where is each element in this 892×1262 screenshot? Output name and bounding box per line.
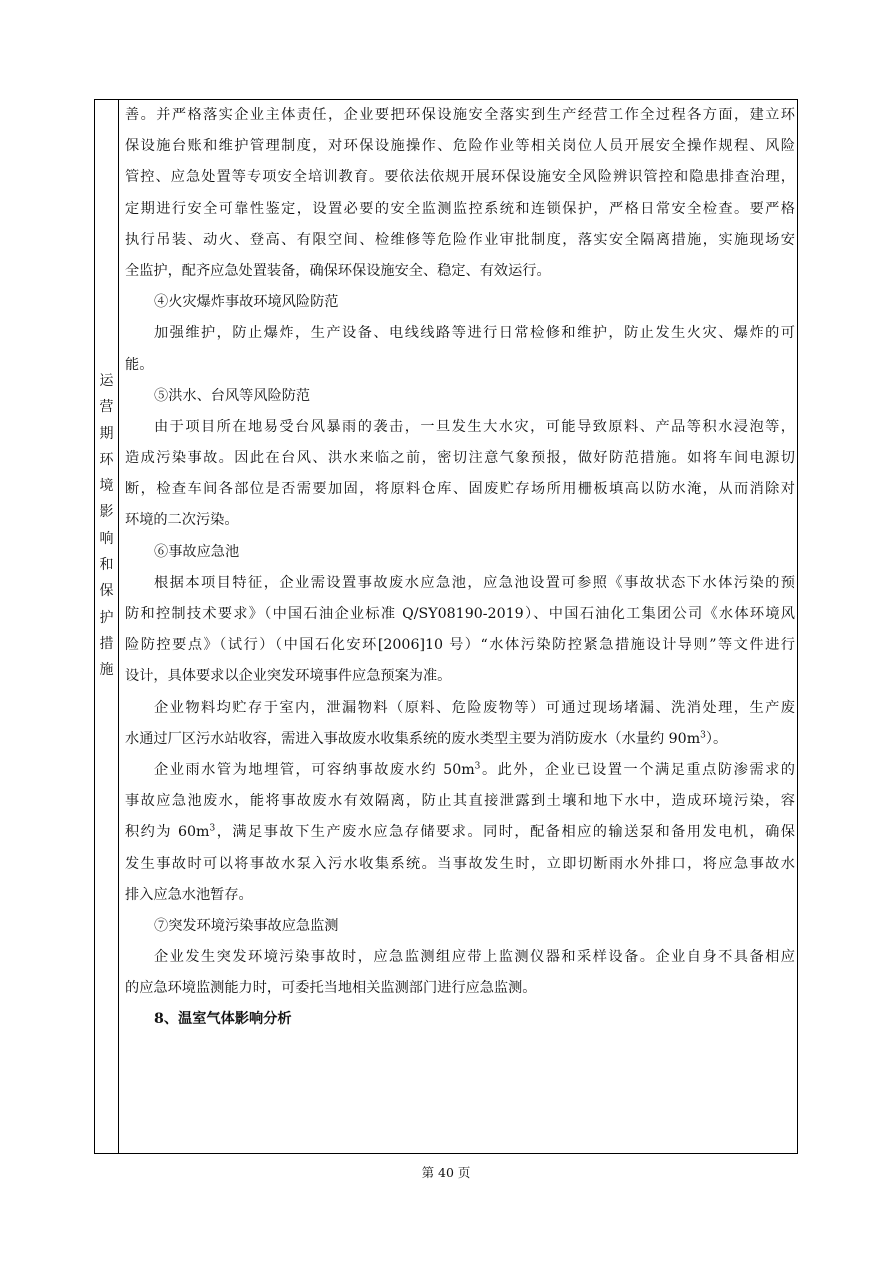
- text-line: [125, 131, 795, 162]
- text-line: [125, 194, 795, 225]
- text-line: [125, 162, 795, 193]
- text-line: [125, 412, 795, 443]
- text-line: [125, 817, 795, 848]
- text-line-content: 发生事故时可以将事故水泵入污水收集系统。当事故发生时，立即切断雨水外排口，将应急事故水: [125, 855, 795, 872]
- text-line: [125, 661, 795, 692]
- text-line: [125, 350, 795, 381]
- text-line: [125, 786, 795, 817]
- side-label-char: 营: [99, 399, 114, 416]
- text-line-content: ⑥事故应急池: [154, 543, 240, 560]
- side-label-char: 运: [99, 373, 114, 389]
- side-label-char: 保: [99, 583, 114, 600]
- text-line-content: 由于项目所在地易受台风暴雨的袭击，一旦发生大水灾，可能导致原料、产品等积水浸泡等，: [154, 418, 795, 435]
- section-heading: [125, 1004, 795, 1035]
- superscript: 3: [209, 823, 216, 834]
- text-line-content: 积约为 60m: [125, 824, 210, 841]
- text-line-content: 保设施台账和维护管理制度，对环保设施操作、危险作业等相关岗位人员开展安全操作规程、风险: [125, 138, 795, 155]
- text-line-content: 企业发生突发环境污染事故时，应急监测组应带上监测仪器和采样设备。企业自身不具备相应: [154, 949, 795, 966]
- side-column: [95, 100, 119, 1153]
- text-line: [125, 225, 795, 256]
- page-number: 第 40 页: [421, 1165, 471, 1180]
- text-line-content: 加强维护，防止爆炸，生产设备、电线线路等进行日常检修和维护，防止发生火灾、爆炸的可: [154, 325, 795, 342]
- text-line-continuation: ）。: [705, 730, 728, 747]
- text-line: [125, 693, 795, 724]
- text-line: [125, 911, 795, 942]
- text-line: [125, 724, 795, 755]
- side-label-operation-period: [95, 368, 118, 684]
- text-line-content: 定期进行安全可靠性鉴定，设置必要的安全监测监控系统和连锁保护，严格日常安全检查。要严格: [125, 200, 795, 217]
- text-line: [125, 100, 795, 131]
- side-label-char: 环: [99, 451, 114, 468]
- content-table: [94, 99, 798, 1154]
- side-label-char: 护: [99, 609, 114, 626]
- text-line: [125, 537, 795, 568]
- text-line-content: 环境的二次污染。: [125, 512, 239, 529]
- side-label-char: 影: [99, 504, 114, 521]
- text-line: [125, 973, 795, 1004]
- side-label-char: 境: [99, 478, 114, 495]
- text-line-content: 执行吊装、动火、登高、有限空间、检维修等危险作业审批制度，落实安全隔离措施，实施现场安: [125, 231, 795, 248]
- text-line-content: 全监护，配齐应急处置装备，确保环保设施安全、稳定、有效运行。: [125, 262, 551, 279]
- side-label-char: 施: [99, 662, 114, 679]
- text-line-content: 事故应急池废水，能将事故废水有效隔离，防止其直接泄露到土壤和地下水中，造成环境污染，容: [125, 793, 795, 810]
- text-line-content: 企业物料均贮存于室内，泄漏物料（原料、危险废物等）可通过现场堵漏、洗消处理，生产废: [154, 699, 795, 716]
- text-line-content: 管控、应急处置等专项安全培训教育。要依法依规开展环保设施安全风险辨识管控和隐患排查治理，: [125, 169, 795, 186]
- text-line: [125, 568, 795, 599]
- text-line-continuation: ，满足事故下生产废水应急存储要求。同时，配备相应的输送泵和备用发电机，确保: [215, 824, 795, 841]
- text-line: [125, 443, 795, 474]
- text-line-content: 断，检查车间各部位是否需要加固，将原料仓库、固废贮存场所用栅板填高以防水淹，从而消除对: [125, 481, 795, 498]
- text-line: [125, 381, 795, 412]
- text-line-content: 的应急环境监测能力时，可委托当地相关监测部门进行应急监测。: [125, 980, 537, 997]
- body-text: [125, 100, 795, 1036]
- text-line-content: 排入应急水池暂存。: [125, 886, 253, 903]
- text-line-content: 造成污染事故。因此在台风、洪水来临之前，密切注意气象预报，做好防范措施。如将车间电源切: [125, 450, 795, 467]
- text-line-content: ⑤洪水、台风等风险防范: [154, 387, 311, 404]
- text-line: [125, 505, 795, 536]
- text-line: [125, 318, 795, 349]
- text-line: [125, 755, 795, 786]
- superscript: 3: [700, 730, 706, 741]
- side-label-char: 响: [99, 530, 114, 547]
- text-line-continuation: 。此外，企业已设置一个满足重点防渗需求的: [480, 761, 795, 778]
- text-line-content: 水通过厂区污水站收容，需进入事故废水收集系统的废水类型主要为消防废水（水量约 90m: [125, 730, 701, 747]
- text-line-content: 能。: [125, 356, 154, 373]
- text-line: [125, 474, 795, 505]
- text-line: [125, 630, 795, 661]
- text-line-content: 善。并严格落实企业主体责任，企业要把环保设施安全落实到生产经营工作全过程各方面，建立环: [125, 107, 795, 123]
- text-line: [125, 599, 795, 630]
- text-line-content: 根据本项目特征，企业需设置事故废水应急池，应急池设置可参照《事故状态下水体污染的预: [154, 574, 795, 591]
- text-line: [125, 287, 795, 318]
- side-label-char: 措: [99, 635, 114, 652]
- text-line-content: 防和控制技术要求》（中国石油企业标准 Q/SY08190-2019）、中国石油化工集团公司《水体环境风: [125, 606, 795, 622]
- text-line-content: 企业雨水管为地埋管，可容纳事故废水约 50m: [154, 761, 475, 778]
- text-line: [125, 849, 795, 880]
- text-line: [125, 942, 795, 973]
- text-line-content: ⑦突发环境污染事故应急监测: [154, 917, 339, 934]
- text-line-content: 险防控要点》（试行）（中国石化安环[2006]10 号）“水体污染防控紧急措施设计导则”等文件进行: [125, 637, 795, 654]
- side-label-char: 和: [99, 557, 114, 574]
- superscript: 3: [474, 761, 481, 772]
- text-line-content: 8、温室气体影响分析: [154, 1011, 292, 1028]
- text-line: [125, 256, 795, 287]
- side-label-char: 期: [99, 425, 114, 442]
- text-line: [125, 880, 795, 911]
- text-line-content: ④火灾爆炸事故环境风险防范: [154, 294, 339, 311]
- text-line-content: 设计，具体要求以企业突发环境事件应急预案为准。: [125, 668, 452, 685]
